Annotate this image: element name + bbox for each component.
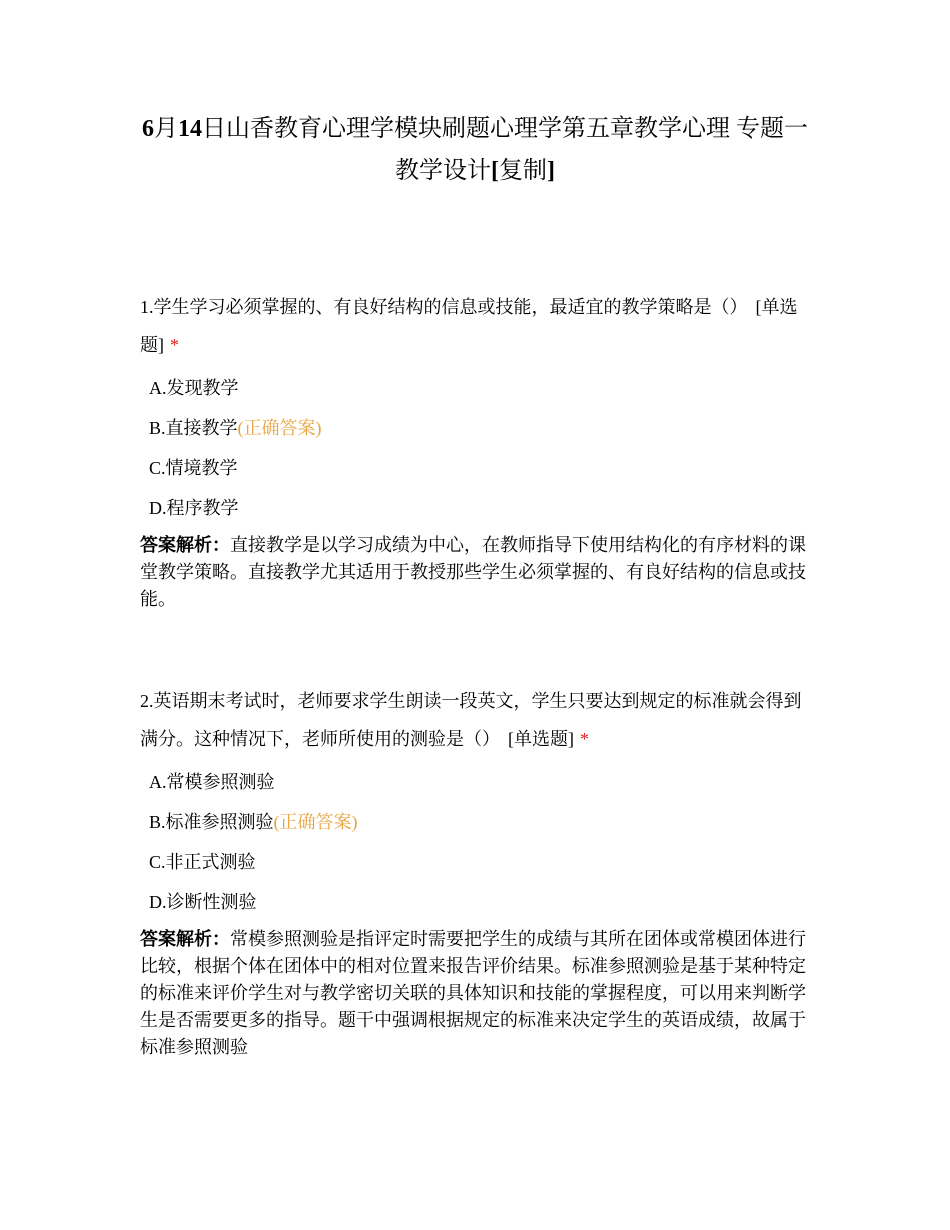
question-2-text: 2.英语期末考试时，老师要求学生朗读一段英文，学生只要达到规定的标准就会得到满分。这种情况下，老师所使用的测验是（）: [140, 691, 802, 749]
question-2-analysis: [140, 926, 810, 1061]
question-1: [140, 288, 810, 613]
question-1-option-a: [140, 368, 810, 408]
option-label: C.非正式测验: [149, 852, 256, 872]
question-2-option-a: [140, 762, 810, 802]
question-1-options: [140, 368, 810, 528]
question-2-option-d: [140, 882, 810, 922]
option-label: B.直接教学: [149, 418, 238, 438]
question-2-type: [单选题]: [508, 729, 574, 749]
option-label: A.发现教学: [149, 378, 239, 398]
question-1-option-d: [140, 488, 810, 528]
option-label: D.诊断性测验: [149, 892, 257, 912]
question-2-stem: [140, 682, 810, 758]
title-month-char: 月: [154, 116, 178, 142]
analysis-text: 直接教学是以学习成绩为中心，在教师指导下使用结构化的有序材料的课堂教学策略。直接教学尤其适用于教授那些学生必须掌握的、有良好结构的信息或技能。: [140, 535, 806, 609]
question-2-required-mark: *: [580, 729, 589, 749]
question-2-option-c: [140, 842, 810, 882]
option-label: D.程序教学: [149, 498, 239, 518]
title-month-number: 6: [142, 116, 154, 142]
page-title: [140, 108, 810, 192]
question-1-analysis: [140, 532, 810, 613]
question-1-stem: [140, 288, 810, 364]
correct-answer-note: (正确答案): [273, 812, 358, 832]
question-2-option-b: [140, 802, 810, 842]
question-1-option-b: [140, 408, 810, 448]
analysis-label: 答案解析：: [140, 535, 230, 555]
question-1-text: 1.学生学习必须掌握的、有良好结构的信息或技能，最适宜的教学策略是（）: [140, 297, 748, 317]
title-close-bracket: ]: [547, 158, 555, 184]
option-label: A.常模参照测验: [149, 772, 275, 792]
analysis-text: 常模参照测验是指评定时需要把学生的成绩与其所在团体或常模团体进行比较，根据个体在团体中的相对位置来报告评价结果。标准参照测验是基于某种特定的标准来评价学生对与教学密切关联的具体知识和技能的掌握程度，可以用来判断学生是否需要更多的指导。题干中强调根据规定的标准来决定学生的英语成绩，故属于标准参照测验: [140, 929, 806, 1057]
question-1-type: [单选题]: [140, 297, 798, 355]
question-2: [140, 682, 810, 1061]
title-open-bracket: [: [491, 158, 499, 184]
title-main-text: 日山香教育心理学模块刷题心理学第五章教学心理 专题一 教学设计: [202, 116, 808, 184]
question-2-options: [140, 762, 810, 922]
question-1-required-mark: *: [170, 335, 179, 355]
option-label: C.情境教学: [149, 458, 238, 478]
analysis-label: 答案解析：: [140, 929, 230, 949]
title-day-number: 14: [178, 116, 202, 142]
correct-answer-note: (正确答案): [237, 418, 322, 438]
option-label: B.标准参照测验: [149, 812, 274, 832]
title-copy-text: 复制: [499, 158, 547, 184]
question-1-option-c: [140, 448, 810, 488]
